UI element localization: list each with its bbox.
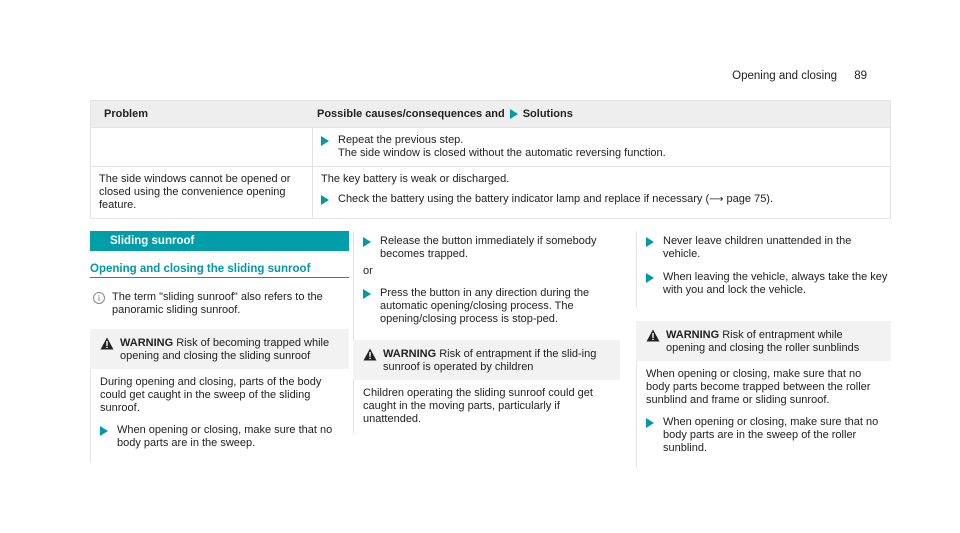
solution-cell <box>313 167 890 218</box>
column-2 <box>353 231 620 434</box>
table-row <box>91 166 890 218</box>
warning-body <box>90 369 349 462</box>
page-header <box>732 70 867 82</box>
triangle-right-icon <box>363 237 371 247</box>
warning-label: WARNING <box>666 329 720 341</box>
section-name: Opening and closing <box>732 70 837 82</box>
solution-step-text <box>338 134 666 160</box>
column-header-problem: Problem <box>104 108 149 120</box>
instruction-step-text: Release the button immediately if somebody becomes trapped. <box>380 235 597 260</box>
info-icon: i <box>93 292 105 304</box>
triangle-right-icon <box>646 273 654 283</box>
triangle-right-icon <box>646 237 654 247</box>
instruction-block <box>636 231 891 307</box>
column-1 <box>90 231 349 462</box>
warning-body <box>636 361 891 467</box>
triangle-right-icon <box>646 418 654 428</box>
warning-label: WARNING <box>383 348 437 360</box>
triangle-right-icon <box>321 195 329 205</box>
triangle-right-icon <box>321 136 329 146</box>
step-text: Check the battery using the battery indicator lamp and replace if necessary ( <box>338 193 710 205</box>
warning-step <box>646 416 881 461</box>
warning-box <box>90 329 349 462</box>
warning-header <box>90 329 349 369</box>
warning-title-text: Risk of entrapment while opening and closing the roller sunblinds <box>666 329 860 354</box>
warning-triangle-icon <box>363 348 377 361</box>
warning-label: WARNING <box>120 337 174 349</box>
warning-triangle-icon <box>646 329 660 342</box>
warning-step-text: When opening or closing, make sure that no body parts are in the sweep of the roller sunblind. <box>663 416 879 454</box>
solution-step <box>321 134 882 160</box>
warning-header <box>353 340 620 380</box>
note-text: The term "sliding sunroof" also refers to the panoramic sliding sunroof. <box>112 291 323 316</box>
page-reference-link[interactable]: page 75). <box>726 193 774 205</box>
solution-step <box>321 193 882 206</box>
info-note <box>90 291 349 317</box>
subheading: Opening and closing the sliding sunroof <box>90 263 349 278</box>
triangle-right-icon <box>510 109 518 119</box>
warning-box <box>353 340 620 434</box>
warning-step-text: When opening or closing, make sure that no body parts are in the sweep. <box>117 424 333 449</box>
or-text: or <box>363 265 373 277</box>
problem-table <box>90 100 891 219</box>
instruction-step <box>646 271 891 297</box>
warning-title-text: Risk of becoming trapped while opening and closing the sliding sunroof <box>120 337 330 362</box>
column-3 <box>636 231 891 467</box>
warning-box <box>636 321 891 467</box>
solution-step-text <box>338 193 773 206</box>
instruction-step-text: Never leave children unattended in the vehicle. <box>663 235 852 260</box>
column-header-solutions <box>313 108 573 120</box>
solution-cell <box>313 128 890 166</box>
step-line: Repeat the previous step. <box>338 134 464 146</box>
section-title: Sliding sunroof <box>90 231 349 251</box>
instruction-step <box>363 235 620 261</box>
instruction-step-text: When leaving the vehicle, always take the key with you and lock the vehicle. <box>663 271 888 296</box>
warning-body-text: During opening and closing, parts of the body could get caught in the sweep of the sliding sunroof. <box>100 376 322 414</box>
table-row <box>91 127 890 166</box>
problem-cell <box>91 128 313 166</box>
warning-body-text: Children operating the sliding sunroof could get caught in the moving parts, particularly if unattended. <box>363 387 593 425</box>
column-header-solutions-suffix: Solutions <box>522 108 573 120</box>
step-line: The side window is closed without the automatic reversing function. <box>338 147 666 159</box>
warning-header <box>636 321 891 361</box>
page-number: 89 <box>854 70 867 82</box>
instruction-step-text: Press the button in any direction during the automatic opening/closing process. The opening/closing process is stop-ped. <box>380 287 590 325</box>
triangle-right-icon <box>363 289 371 299</box>
warning-step <box>100 424 339 456</box>
warning-title <box>383 348 610 374</box>
cause-text: The key battery is weak or discharged. <box>321 173 510 185</box>
column-header-solutions-prefix: Possible causes/consequences and <box>317 108 505 120</box>
warning-title-text: Risk of entrapment if the slid-ing sunroof is operated by children <box>383 348 597 373</box>
warning-title <box>666 329 881 355</box>
warning-body <box>353 380 620 434</box>
warning-triangle-icon <box>100 337 114 350</box>
warning-body-text: When opening or closing, make sure that no body parts become trapped between the roller sunblind and frame or sliding sunroof. <box>646 368 871 406</box>
triangle-right-icon <box>100 426 108 436</box>
instruction-step <box>646 235 891 261</box>
table-header <box>91 101 890 127</box>
problem-cell: The side windows cannot be opened or closed using the convenience opening feature. <box>91 167 313 218</box>
instruction-step <box>363 287 620 326</box>
instruction-block <box>353 231 620 340</box>
warning-title <box>120 337 339 363</box>
page-reference-arrow-icon: ⟶ <box>709 194 724 205</box>
